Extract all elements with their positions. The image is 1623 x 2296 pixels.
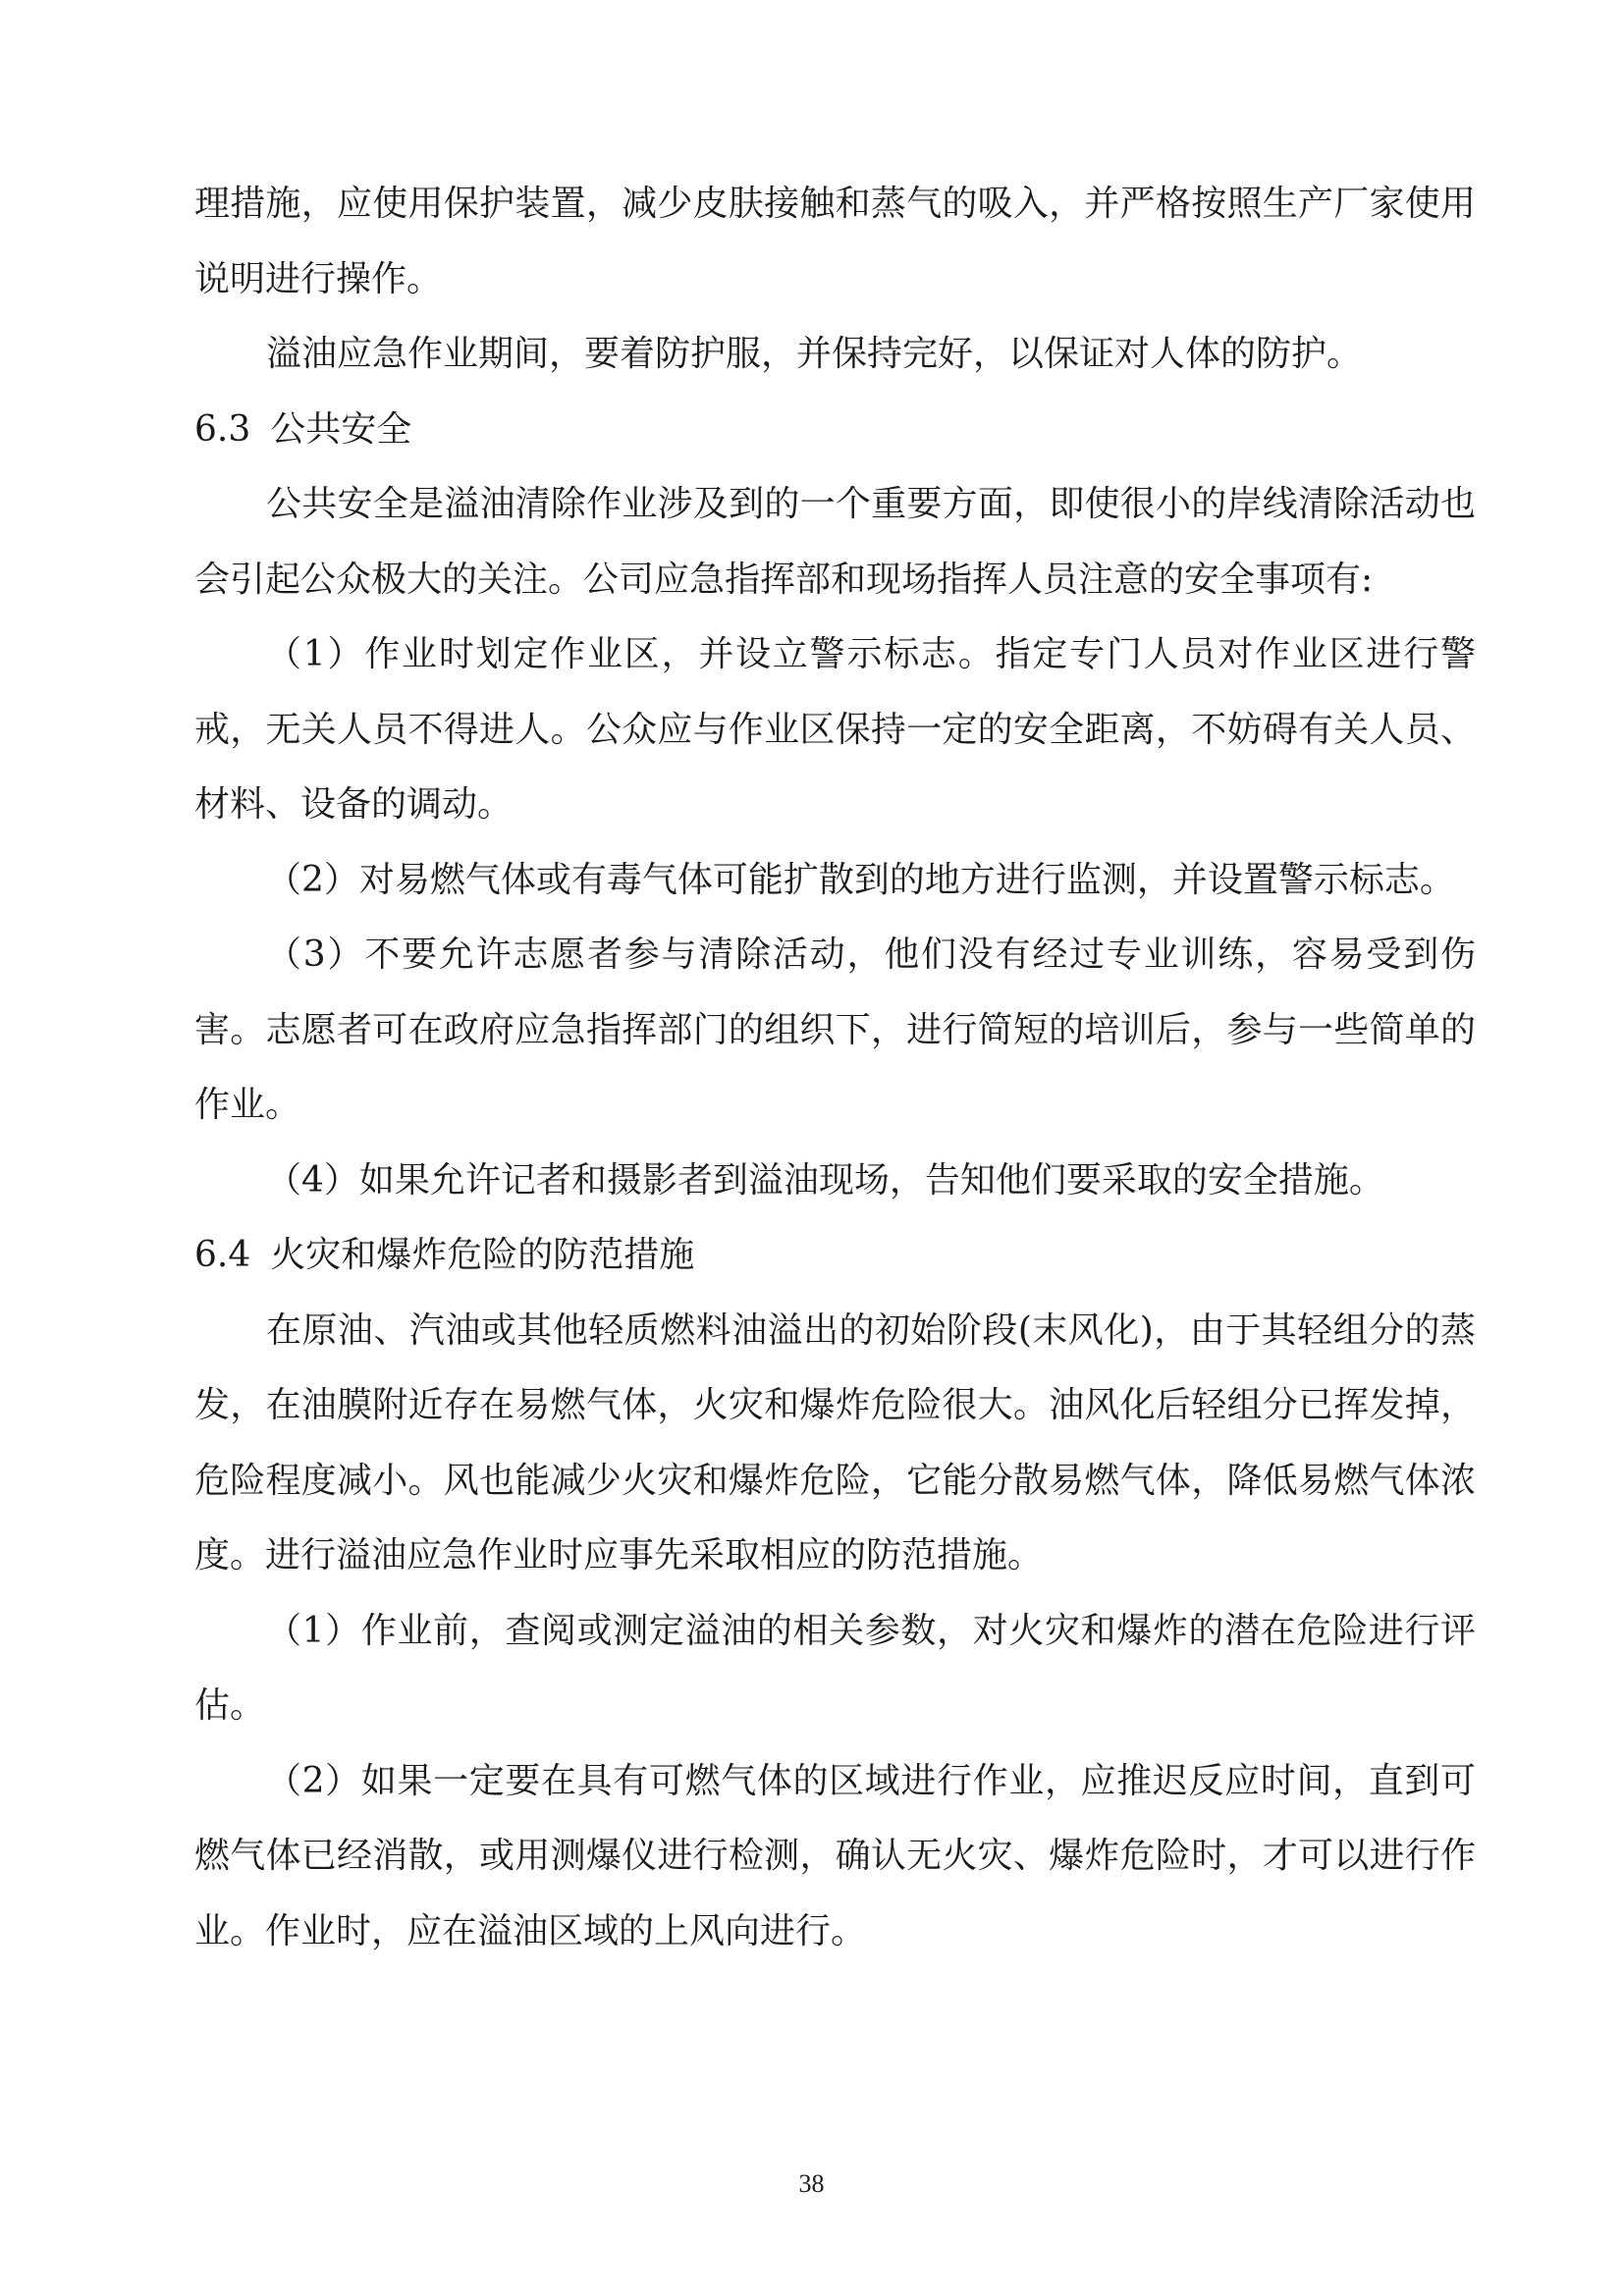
paragraph: 理措施，应使用保护装置，减少皮肤接触和蒸气的吸入，并严格按照生产厂家使用说明进行操作。 <box>194 184 1476 299</box>
paragraph: 在原油、汽油或其他轻质燃料油溢出的初始阶段(末风化)，由于其轻组分的蒸发，在油膜附近存在易燃气体，火灾和爆炸危险很大。油风化后轻组分已挥发掉，危险程度减小。风也能减少火灾和爆炸危险，它能分散易燃气体，降低易燃气体浓度。进行溢油应急作业时应事先采取相应的防范措施。 <box>194 1309 1476 1575</box>
paragraph: 溢油应急作业期间，要着防护服，并保持完好，以保证对人体的防护。 <box>266 334 1363 374</box>
section-number: 6.4 <box>194 1235 251 1275</box>
list-item: （4）如果允许记者和摄影者到溢油现场，告知他们要采取的安全措施。 <box>266 1159 1384 1201</box>
section-number: 6.3 <box>194 408 251 450</box>
section-title: 火灾和爆炸危险的防范措施 <box>270 1235 695 1275</box>
list-item: （3）不要允许志愿者参与清除活动，他们没有经过专业训练，容易受到伤害。志愿者可在政府应急指挥部门的组织下，进行简短的培训后，参与一些简单的作业。 <box>194 934 1476 1125</box>
section-heading <box>194 1218 1476 1294</box>
document-body <box>194 167 1476 1969</box>
section-heading <box>194 393 1476 468</box>
list-item: （1）作业时划定作业区，并设立警示标志。指定专门人员对作业区进行警戒，无关人员不得进人。公众应与作业区保持一定的安全距离，不妨碍有关人员、材料、设备的调动。 <box>194 634 1476 825</box>
list-item: （2）如果一定要在具有可燃气体的区域进行作业，应推迟反应时间，直到可燃气体已经消散，或用测爆仪进行检测，确认无火灾、爆炸危险时，才可以进行作业。作业时，应在溢油区域的上风向进行。 <box>194 1760 1476 1951</box>
list-item: （2）对易燃气体或有毒气体可能扩散到的地方进行监测，并设置警示标志。 <box>266 859 1455 900</box>
page-number: 38 <box>798 2169 825 2198</box>
section-title: 公共安全 <box>270 408 412 450</box>
paragraph: 公共安全是溢油清除作业涉及到的一个重要方面，即使很小的岸线清除活动也会引起公众极大的关注。公司应急指挥部和现场指挥人员注意的安全事项有: <box>194 484 1476 600</box>
list-item: （1）作业前，查阅或测定溢油的相关参数，对火灾和爆炸的潜在危险进行评估。 <box>194 1610 1476 1726</box>
